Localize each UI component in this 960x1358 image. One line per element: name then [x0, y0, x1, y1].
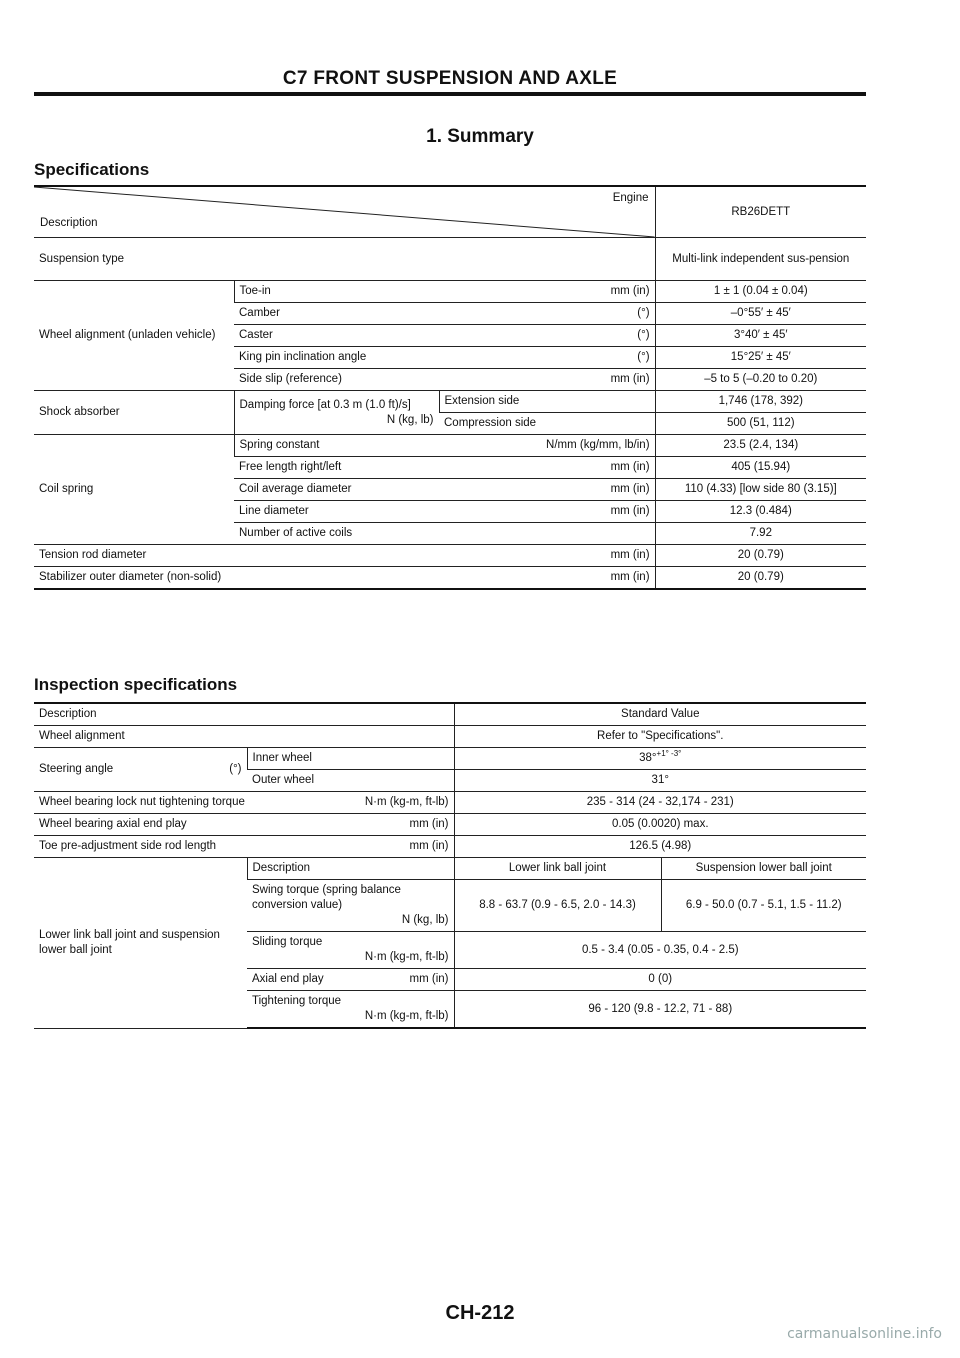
inner-wheel-value	[454, 748, 866, 770]
camber-label: Camber	[239, 307, 280, 319]
standard-value-label: Standard Value	[454, 703, 866, 726]
table-row	[34, 858, 866, 880]
suspension-lower-label: Suspension lower ball joint	[661, 858, 866, 880]
toe-in-cell	[234, 281, 655, 303]
table-row	[34, 391, 866, 413]
line-diameter-label: Line diameter	[239, 505, 309, 517]
caster-label: Caster	[239, 329, 273, 341]
lower-link-label: Lower link ball joint	[454, 858, 661, 880]
tension-rod-value: 20 (0.79)	[655, 545, 866, 567]
coil-average-label: Coil average diameter	[239, 483, 352, 495]
compression-side-value: 500 (51, 112)	[655, 413, 866, 435]
active-coils-value: 7.92	[655, 523, 866, 545]
free-length-unit: mm (in)	[610, 461, 650, 473]
table-row	[34, 435, 866, 457]
free-length-cell	[234, 457, 655, 479]
inner-wheel-label: Inner wheel	[247, 748, 454, 770]
sideslip-value: –5 to 5 (–0.20 to 0.20)	[655, 369, 866, 391]
line-diameter-value: 12.3 (0.484)	[655, 501, 866, 523]
toe-in-label: Toe-in	[239, 285, 271, 297]
swing-susp-value: 6.9 - 50.0 (0.7 - 5.1, 1.5 - 11.2)	[661, 880, 866, 932]
inspection-wheel-alignment-value: Refer to "Specifications".	[454, 726, 866, 748]
damping-force-cell	[234, 391, 439, 435]
axial-play-cell	[247, 969, 454, 991]
axial-end-value: 0.05 (0.0020) max.	[454, 814, 866, 836]
table-row	[34, 703, 866, 726]
lock-nut-label: Wheel bearing lock nut tightening torque	[39, 796, 245, 808]
inner-wheel-base: 38°	[639, 752, 657, 764]
axial-end-cell	[34, 814, 454, 836]
axial-play-label: Axial end play	[252, 973, 324, 985]
table-row	[34, 792, 866, 814]
steering-angle-label: Steering angle	[39, 763, 114, 775]
summary-title: 1. Summary	[426, 126, 534, 147]
lock-nut-cell	[34, 792, 454, 814]
camber-value: –0°55′ ± 45′	[655, 303, 866, 325]
header-rule	[34, 92, 866, 96]
tightening-torque-label: Tightening torque	[252, 995, 342, 1007]
sideslip-cell	[234, 369, 655, 391]
free-length-label: Free length right/left	[239, 461, 342, 473]
swing-torque-cell	[247, 880, 454, 932]
page-number: CH-212	[445, 1302, 515, 1324]
steering-angle-cell	[34, 748, 247, 792]
kingpin-cell	[234, 347, 655, 369]
toe-rod-label: Toe pre-adjustment side rod length	[39, 840, 217, 852]
description-label: Description	[40, 217, 98, 229]
compression-side-label: Compression side	[439, 413, 655, 435]
table-row	[34, 748, 866, 770]
suspension-type-label: Suspension type	[34, 238, 655, 281]
engine-label: Engine	[612, 192, 649, 204]
damping-force-unit: N (kg, lb)	[386, 413, 434, 426]
spring-constant-unit: N/mm (kg/mm, lb/in)	[546, 439, 650, 451]
tension-rod-label: Tension rod diameter	[39, 549, 147, 561]
lock-nut-unit: N·m (kg-m, ft-lb)	[364, 796, 449, 808]
inner-wheel-tolerance: +1° -3°	[656, 749, 682, 759]
sliding-torque-cell	[247, 932, 454, 969]
coil-average-cell	[234, 479, 655, 501]
table-row	[34, 186, 866, 238]
caster-cell	[234, 325, 655, 347]
swing-lower-value: 8.8 - 63.7 (0.9 - 6.5, 2.0 - 14.3)	[454, 880, 661, 932]
coil-average-unit: mm (in)	[610, 483, 650, 495]
toe-rod-unit: mm (in)	[409, 840, 449, 852]
toe-rod-value: 126.5 (4.98)	[454, 836, 866, 858]
extension-side-label: Extension side	[439, 391, 655, 413]
swing-torque-unit: N (kg, lb)	[401, 914, 449, 926]
kingpin-label: King pin inclination angle	[239, 351, 367, 363]
axial-end-label: Wheel bearing axial end play	[39, 818, 187, 830]
table-row	[34, 726, 866, 748]
table-row	[34, 814, 866, 836]
caster-unit: (°)	[637, 329, 650, 341]
sliding-torque-value: 0.5 - 3.4 (0.05 - 0.35, 0.4 - 2.5)	[454, 932, 866, 969]
lock-nut-value: 235 - 314 (24 - 32,174 - 231)	[454, 792, 866, 814]
line-diameter-cell	[234, 501, 655, 523]
table-row	[34, 281, 866, 303]
sliding-torque-unit: N·m (kg-m, ft-lb)	[364, 951, 449, 963]
camber-cell	[234, 303, 655, 325]
ball-joint-label: Lower link ball joint and suspension lower ball joint	[34, 858, 247, 1029]
line-diameter-unit: mm (in)	[610, 505, 650, 517]
steering-angle-unit: (°)	[229, 763, 242, 775]
specifications-heading: Specifications	[34, 160, 150, 179]
engine-value: RB26DETT	[655, 186, 866, 238]
table-row	[34, 836, 866, 858]
inspection-wheel-alignment-label: Wheel alignment	[34, 726, 454, 748]
stabilizer-label: Stabilizer outer diameter (non-solid)	[39, 571, 222, 583]
inspection-description-label: Description	[34, 703, 454, 726]
wheel-alignment-label: Wheel alignment (unladen vehicle)	[34, 281, 234, 391]
toe-in-unit: mm (in)	[610, 285, 650, 297]
extension-side-value: 1,746 (178, 392)	[655, 391, 866, 413]
page-header-title: C7 FRONT SUSPENSION AND AXLE	[282, 68, 618, 89]
spring-constant-label: Spring constant	[239, 439, 320, 451]
diagonal-divider	[34, 187, 655, 237]
sliding-torque-label: Sliding torque	[252, 936, 323, 948]
tightening-torque-unit: N·m (kg-m, ft-lb)	[364, 1010, 449, 1022]
shock-absorber-label: Shock absorber	[34, 391, 234, 435]
stabilizer-value: 20 (0.79)	[655, 567, 866, 590]
kingpin-value: 15°25′ ± 45′	[655, 347, 866, 369]
active-coils-label: Number of active coils	[234, 523, 655, 545]
spring-constant-value: 23.5 (2.4, 134)	[655, 435, 866, 457]
swing-torque-label: Swing torque (spring balance conversion value)	[252, 884, 401, 911]
stabilizer-unit: mm (in)	[610, 571, 650, 583]
kingpin-unit: (°)	[637, 351, 650, 363]
stabilizer-cell	[34, 567, 655, 590]
toe-rod-cell	[34, 836, 454, 858]
specifications-table	[34, 185, 866, 590]
tension-rod-unit: mm (in)	[610, 549, 650, 561]
axial-play-unit: mm (in)	[409, 973, 449, 985]
table-row	[34, 545, 866, 567]
table-row	[34, 238, 866, 281]
free-length-value: 405 (15.94)	[655, 457, 866, 479]
coil-average-value: 110 (4.33) [low side 80 (3.15)]	[655, 479, 866, 501]
outer-wheel-label: Outer wheel	[247, 770, 454, 792]
tension-rod-cell	[34, 545, 655, 567]
watermark: carmanualsonline.info	[787, 1326, 942, 1342]
tightening-torque-cell	[247, 991, 454, 1029]
suspension-type-value: Multi-link independent sus-pension	[655, 238, 866, 281]
outer-wheel-value: 31°	[454, 770, 866, 792]
coil-spring-label: Coil spring	[34, 435, 234, 545]
inspection-heading: Inspection specifications	[34, 675, 238, 694]
sideslip-label: Side slip (reference)	[239, 373, 342, 385]
tightening-torque-value: 96 - 120 (9.8 - 12.2, 71 - 88)	[454, 991, 866, 1029]
spring-constant-cell	[234, 435, 655, 457]
inspection-table	[34, 702, 866, 1029]
toe-in-value: 1 ± 1 (0.04 ± 0.04)	[655, 281, 866, 303]
axial-play-value: 0 (0)	[454, 969, 866, 991]
sideslip-unit: mm (in)	[610, 373, 650, 385]
table-row	[34, 567, 866, 590]
sub-description-label: Description	[247, 858, 454, 880]
camber-unit: (°)	[637, 307, 650, 319]
damping-force-label: Damping force [at 0.3 m (1.0 ft)/s]	[239, 398, 411, 411]
axial-end-unit: mm (in)	[409, 818, 449, 830]
engine-description-header	[34, 186, 655, 238]
caster-value: 3°40′ ± 45′	[655, 325, 866, 347]
